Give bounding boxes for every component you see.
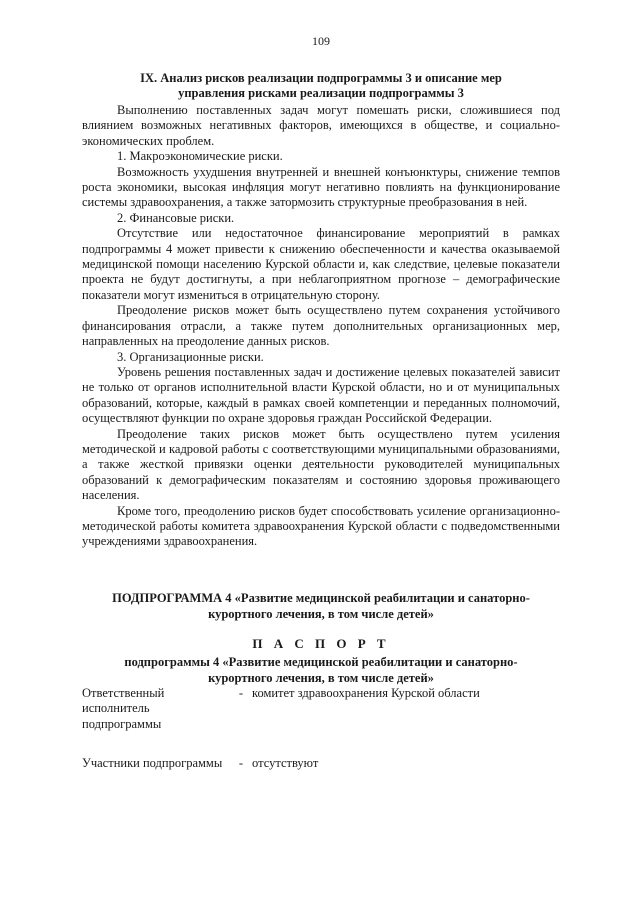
subprogram-heading-line-1: ПОДПРОГРАММА 4 «Развитие медицинской реабилитации и санаторно-	[112, 590, 530, 605]
list-item-macro-risks: 1. Макроэкономические риски.	[117, 149, 283, 164]
list-item-financial-risks: 2. Финансовые риски.	[117, 210, 235, 225]
paragraph-organizational-risks: Уровень решения поставленных задач и достижение целевых показателей зависит не только от органов исполнительной власти Курской области, но и от муниципальных образований, которые, каждый в рамках своей компетенции и переданных полномочий, осуществляют функции по охране здоровья граждан Российской Федерации.	[82, 364, 560, 426]
paragraph-financial-risks: Отсутствие или недостаточное финансирование мероприятий в рамках подпрограммы 4 может привести к снижению обеспеченности и качества оказываемой медицинской помощи населению Курской области и, как следствие, целевые показатели проекта не будут достигнуты, а при неблагоприятном прогнозе – демографические показатели могут измениться в отрицательную сторону.	[82, 226, 560, 302]
passport-table	[82, 686, 560, 772]
passport-subtitle-line-2: курортного лечения, в том числе детей»	[208, 670, 434, 685]
spacer	[82, 550, 560, 590]
passport-value: комитет здравоохранения Курской области	[252, 685, 480, 700]
subprogram-heading	[82, 590, 560, 622]
passport-key: Участники подпрограммы	[82, 756, 223, 770]
passport-dash: -	[238, 756, 244, 770]
list-item-organizational-risks: 3. Организационные риски.	[117, 349, 264, 364]
passport-row-participants	[82, 756, 560, 771]
section-title	[82, 71, 560, 101]
paragraph-macro-risks: Возможность ухудшения внутренней и внешней конъюнктуры, снижение темпов роста экономики, высокая инфляция могут негативно повлиять на функционирование системы здравоохранения, а также затормозить структурные преобразования в ней.	[82, 164, 560, 210]
passport-row-responsible	[82, 686, 560, 732]
document-page	[82, 34, 560, 771]
passport-subtitle-line-1: подпрограммы 4 «Развитие медицинской реабилитации и санаторно-	[124, 654, 518, 669]
passport-value: отсутствуют	[252, 756, 319, 770]
passport-dash: -	[238, 685, 244, 700]
page-number: 109	[312, 34, 330, 48]
paragraph-financial-mitigation: Преодоление рисков может быть осуществлено путем сохранения устойчивого финансирования отрасли, а также путем дополнительных организационных мер, направленных на преодоление данных рисков.	[82, 303, 560, 349]
paragraph-additional-mitigation: Кроме того, преодолению рисков будет способствовать усиление организационно-методической работы комитета здравоохранения Курской области с подведомственными учреждениями здравоохранения.	[82, 503, 560, 549]
passport-subtitle	[82, 654, 560, 686]
section-title-line-1: IX. Анализ рисков реализации подпрограммы 3 и описание мер	[140, 71, 502, 85]
paragraph-risks-intro: Выполнению поставленных задач могут помешать риски, сложившиеся под влиянием возможных негативных факторов, имеющихся в обществе, и социально-экономических проблем.	[82, 103, 560, 148]
passport-title: П А С П О Р Т	[252, 635, 390, 651]
paragraph-organizational-mitigation: Преодоление таких рисков может быть осуществлено путем усиления методической и кадровой работы с соответствующими муниципальными образованиями, а также жесткой привязки оценки деятельности руководителей муниципальных образований к демографическим показателям и состоянию здоровья проживающего населения.	[82, 426, 560, 503]
subprogram-heading-line-2: курортного лечения, в том числе детей»	[208, 606, 434, 621]
section-title-line-2: управления рисками реализации подпрограммы 3	[178, 86, 464, 100]
passport-key: Ответственный исполнитель подпрограммы	[82, 685, 165, 731]
